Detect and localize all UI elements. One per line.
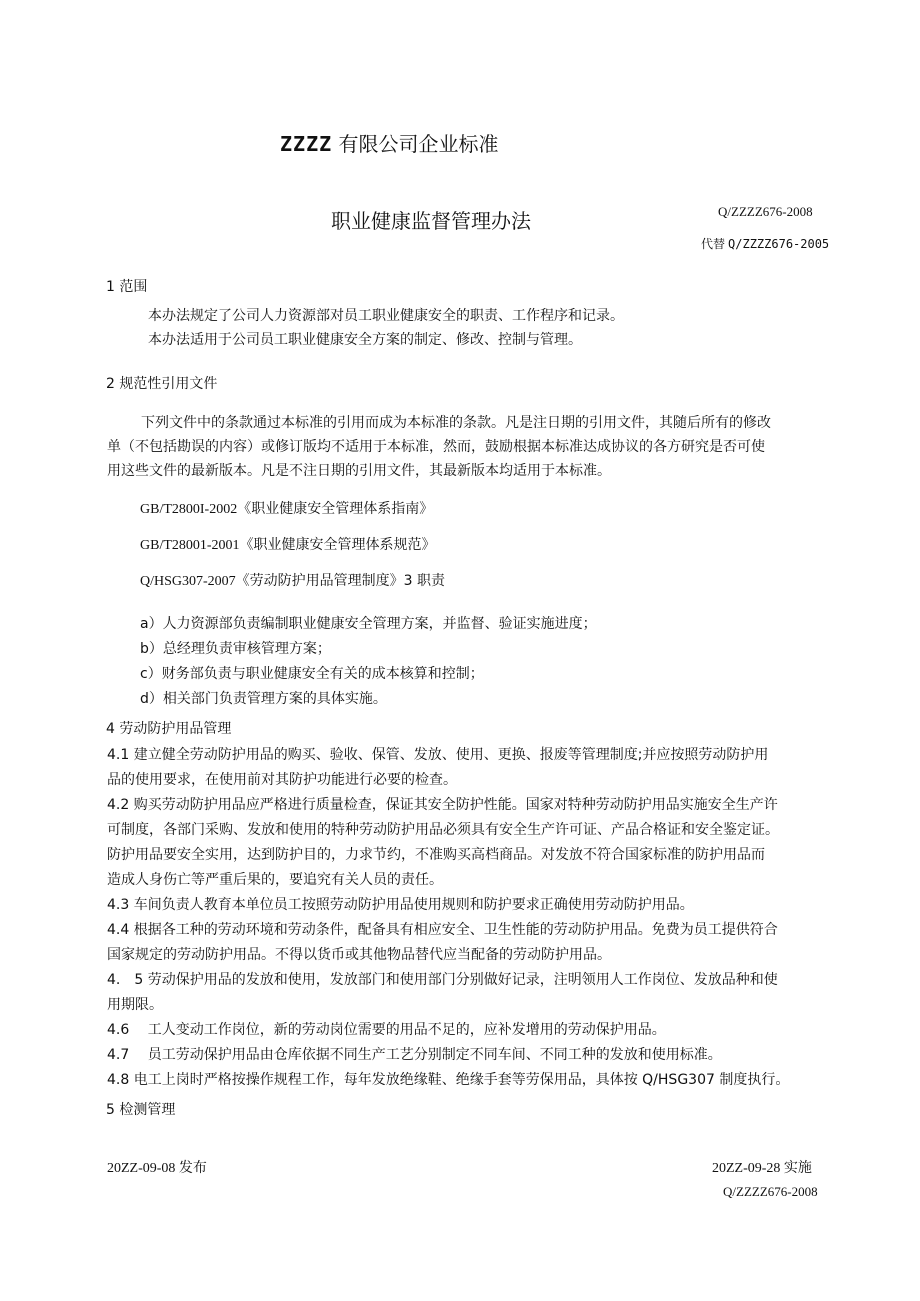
section-2-paragraph-line: 用这些文件的最新版本。凡是不注日期的引用文件，其最新版本均适用于本标准。	[107, 463, 611, 479]
effective-date: 20ZZ-09-28 实施	[712, 1161, 812, 1176]
footer-document-code: Q/ZZZZ676-2008	[723, 1184, 818, 1199]
section-4-line: 4.4 根据各工种的劳动环境和劳动条件，配备具有相应安全、卫生性能的劳动防护用品。免费为员工提供符合	[107, 922, 778, 938]
section-4-line: 4.8 电工上岗时严格按操作规程工作，每年发放绝缘鞋、绝缘手套等劳保用品，具体按 Q/HSG307 制度执行。	[107, 1072, 790, 1088]
reference-code: Q/HSG307-2007	[140, 574, 236, 589]
section-4-heading: 4 劳动防护用品管理	[106, 721, 232, 737]
company-standard-title	[280, 128, 499, 157]
section-4-line: 4.1 建立健全劳动防护用品的购买、验收、保管、发放、使用、更换、报废等管理制度;并应按照劳动防护用	[107, 747, 769, 763]
section-4-line: 品的使用要求，在使用前对其防护功能进行必要的检查。	[107, 772, 457, 788]
responsibility-item: c）财务部负责与职业健康安全有关的成本核算和控制；	[140, 666, 484, 682]
document-code: Q/ZZZZ676-2008	[718, 204, 813, 219]
reference-name: 《职业健康安全管理体系指南》	[237, 501, 434, 517]
reference-item	[140, 534, 436, 554]
issue-date: 20ZZ-09-08 发布	[107, 1161, 207, 1176]
section-2-paragraph-line: 下列文件中的条款通过本标准的引用而成为本标准的条款。凡是注日期的引用文件，其随后所有的修改	[141, 415, 771, 431]
section-5-heading: 5 检测管理	[106, 1102, 176, 1118]
reference-code: GB/T28001-2001	[140, 538, 240, 553]
section-1-line: 本办法适用于公司员工职业健康安全方案的制定、修改、控制与管理。	[148, 332, 582, 348]
section-2-heading: 2 规范性引用文件	[106, 376, 218, 392]
section-4-line: 国家规定的劳动防护用品。不得以货币或其他物品替代应当配备的劳动防护用品。	[107, 947, 611, 963]
section-2-paragraph-line: 单（不包括勘误的内容）或修订版均不适用于本标准，然而，鼓励根据本标准达成协议的各方研究是否可使	[107, 439, 765, 455]
company-code: ZZZZ	[280, 132, 333, 156]
section-4-line: 4. 5 劳动保护用品的发放和使用，发放部门和使用部门分别做好记录，注明领用人工作岗位、发放品种和使	[107, 972, 778, 988]
company-suffix: 有限公司企业标准	[332, 132, 499, 156]
responsibility-item: b）总经理负责审核管理方案；	[140, 641, 331, 657]
responsibility-item: d）相关部门负责管理方案的具体实施。	[140, 691, 387, 707]
document-title: 职业健康监督管理办法	[331, 209, 531, 233]
section-4-line: 4.2 购买劳动防护用品应严格进行质量检查，保证其安全防护性能。国家对特种劳动防护用品实施安全生产许	[107, 797, 778, 813]
section-4-line: 可制度，各部门采购、发放和使用的特种劳动防护用品必须具有安全生产许可证、产品合格证和安全鉴定证。	[107, 822, 779, 838]
section-4-line: 防护用品要安全实用，达到防护目的，力求节约，不准购买高档商品。对发放不符合国家标准的防护用品而	[107, 847, 765, 863]
reference-item	[140, 498, 433, 518]
section-4-line: 用期限。	[107, 997, 163, 1013]
reference-name: 《劳动防护用品管理制度》3 职责	[235, 573, 446, 589]
section-1-heading: 1 范围	[106, 279, 148, 295]
section-4-line: 造成人身伤亡等严重后果的，要追究有关人员的责任。	[107, 872, 443, 888]
section-1-line: 本办法规定了公司人力资源部对员工职业健康安全的职责、工作程序和记录。	[148, 308, 624, 324]
reference-code: GB/T2800I-2002	[140, 502, 238, 517]
replaces-line	[701, 235, 829, 252]
section-4-line: 4.7 员工劳动保护用品由仓库依据不同生产工艺分别制定不同车间、不同工种的发放和使用标准。	[107, 1047, 722, 1063]
reference-item	[140, 570, 445, 590]
section-4-line: 4.3 车间负责人教育本单位员工按照劳动防护用品使用规则和防护要求正确使用劳动防护用品。	[107, 897, 694, 913]
section-4-line: 4.6 工人变动工作岗位，新的劳动岗位需要的用品不足的，应补发增用的劳动保护用品。	[107, 1022, 666, 1038]
responsibility-item: a）人力资源部负责编制职业健康安全管理方案，并监督、验证实施进度；	[140, 616, 597, 632]
replaces-prefix: 代替	[701, 237, 729, 251]
reference-name: 《职业健康安全管理体系规范》	[239, 537, 436, 553]
replaces-code: Q/ZZZZ676-2005	[728, 237, 830, 251]
